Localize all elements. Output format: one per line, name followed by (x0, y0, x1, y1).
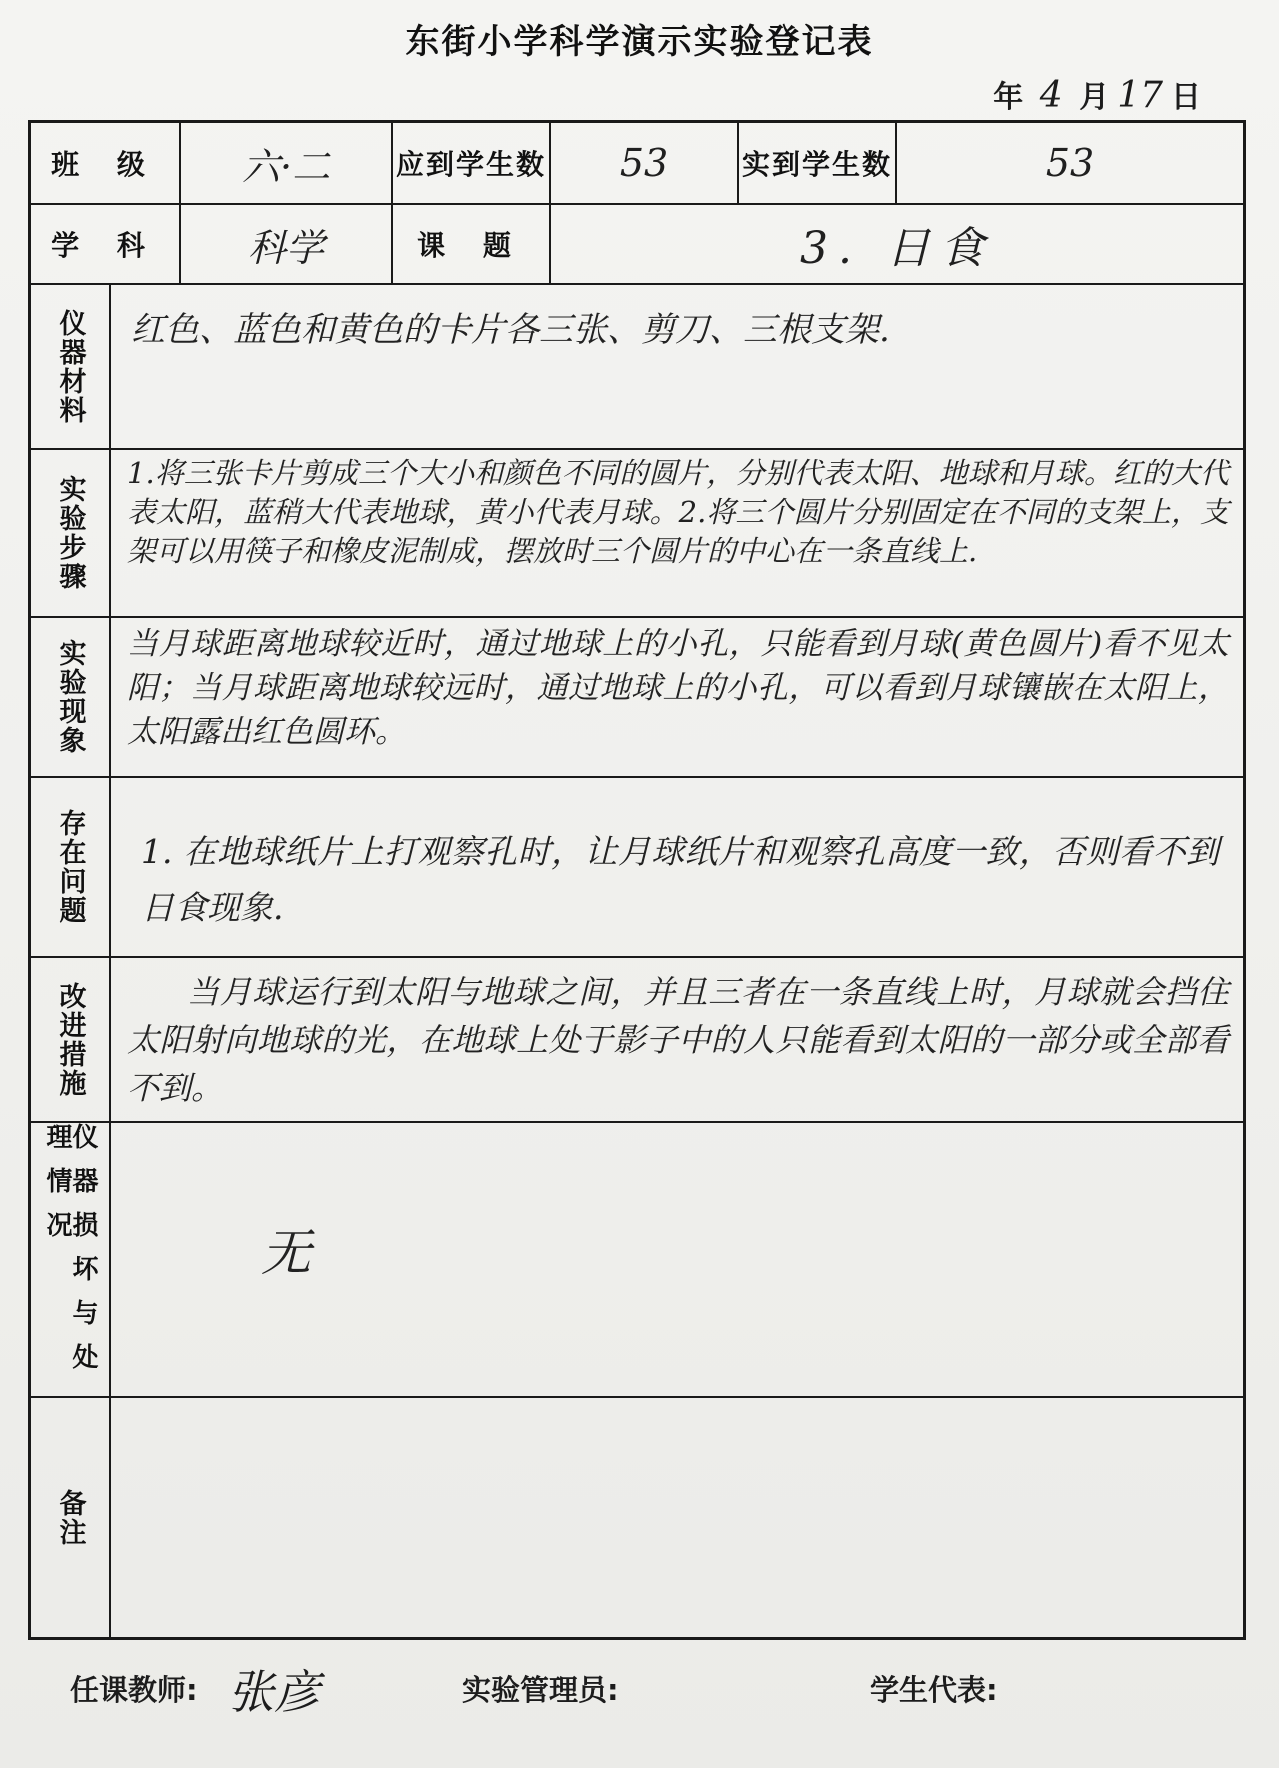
materials-label-cell (31, 285, 111, 448)
row-subject (31, 205, 1243, 285)
actual-value-cell (897, 123, 1243, 203)
damage-label: 仪器损坏与处理情况 (42, 1123, 98, 1387)
damage-label-cell (31, 1123, 111, 1396)
signature-footer (0, 1660, 1279, 1720)
date-line (993, 72, 1201, 116)
problems-label-cell (31, 778, 111, 956)
date-month-label: 月 (1079, 80, 1110, 115)
row-damage (31, 1123, 1243, 1398)
steps-label: 实验步骤 (54, 475, 86, 591)
improve-label-cell (31, 958, 111, 1121)
subject-label: 学 科 (51, 229, 159, 262)
improve-label: 改进措施 (54, 981, 86, 1098)
row-notes (31, 1398, 1243, 1637)
class-value-cell (181, 123, 393, 203)
steps-label-cell (31, 450, 111, 616)
improve-text: 当月球运行到太阳与地球之间，并且三者在一条直线上时，月球就会挡住太阳射向地球的光，在地球上处于影子中的人只能看到太阳的一部分或全部看不到。 (127, 973, 1229, 1107)
student-label: 学生代表: (870, 1673, 998, 1707)
actual-label: 实到学生数 (741, 148, 892, 181)
expected-label: 应到学生数 (395, 148, 546, 181)
damage-text: 无 (261, 1224, 311, 1282)
materials-label: 仪器材料 (54, 308, 86, 425)
row-steps (31, 450, 1243, 618)
class-value: 六·二 (241, 144, 331, 189)
row-improve (31, 958, 1243, 1123)
class-label-cell (31, 123, 181, 203)
materials-text: 红色、蓝色和黄色的卡片各三张、剪刀、三根支架. (131, 310, 890, 350)
actual-label-cell (739, 123, 897, 203)
expected-label-cell (393, 123, 551, 203)
problems-label: 存在问题 (54, 809, 86, 925)
date-day-label: 日 (1171, 80, 1201, 115)
topic-value-cell (551, 205, 1243, 283)
row-materials (31, 285, 1243, 450)
notes-label-cell (31, 1398, 111, 1637)
problems-text: 1. 在地球纸片上打观察孔时，让月球纸片和观察孔高度一致，否则看不到日食现象. (141, 832, 1219, 927)
subject-label-cell (31, 205, 181, 283)
phenomena-label-cell (31, 618, 111, 776)
row-problems (31, 778, 1243, 958)
form-title: 东街小学科学演示实验登记表 (405, 22, 874, 62)
topic-label-cell (393, 205, 551, 283)
class-label: 班 级 (51, 148, 159, 181)
steps-text: 1.将三张卡片剪成三个大小和颜色不同的圆片，分别代表太阳、地球和月球。红的大代表太阳，蓝稍大代表地球，黄小代表月球。2.将三个圆片分别固定在不同的支架上，支架可以用筷子和橡皮泥制成，摆放时三个圆片的中心在一条直线上. (127, 456, 1229, 568)
date-day: 17 (1117, 75, 1163, 116)
row-phenomena (31, 618, 1243, 778)
actual-value: 53 (1045, 141, 1095, 185)
teacher-label: 任课教师: (70, 1673, 198, 1707)
notes-label: 备注 (54, 1488, 86, 1547)
phenomena-text: 当月球距离地球较近时，通过地球上的小孔，只能看到月球(黄色圆片)看不见太阳；当月球距离地球较远时，通过地球上的小孔，可以看到月球镶嵌在太阳上，太阳露出红色圆环。 (127, 626, 1229, 750)
record-table (28, 120, 1246, 1640)
subject-value: 科学 (247, 225, 324, 270)
expected-value: 53 (619, 141, 669, 185)
date-month: 4 (1039, 75, 1063, 116)
row-class (31, 123, 1243, 205)
admin-label: 实验管理员: (462, 1673, 619, 1707)
phenomena-label: 实验现象 (54, 639, 86, 755)
topic-label: 课 题 (417, 229, 525, 262)
subject-value-cell (181, 205, 393, 283)
topic-value: 3. 日食 (800, 223, 994, 274)
teacher-signature: 张彦 (228, 1665, 320, 1719)
expected-value-cell (551, 123, 739, 203)
date-year-label: 年 (993, 80, 1024, 115)
